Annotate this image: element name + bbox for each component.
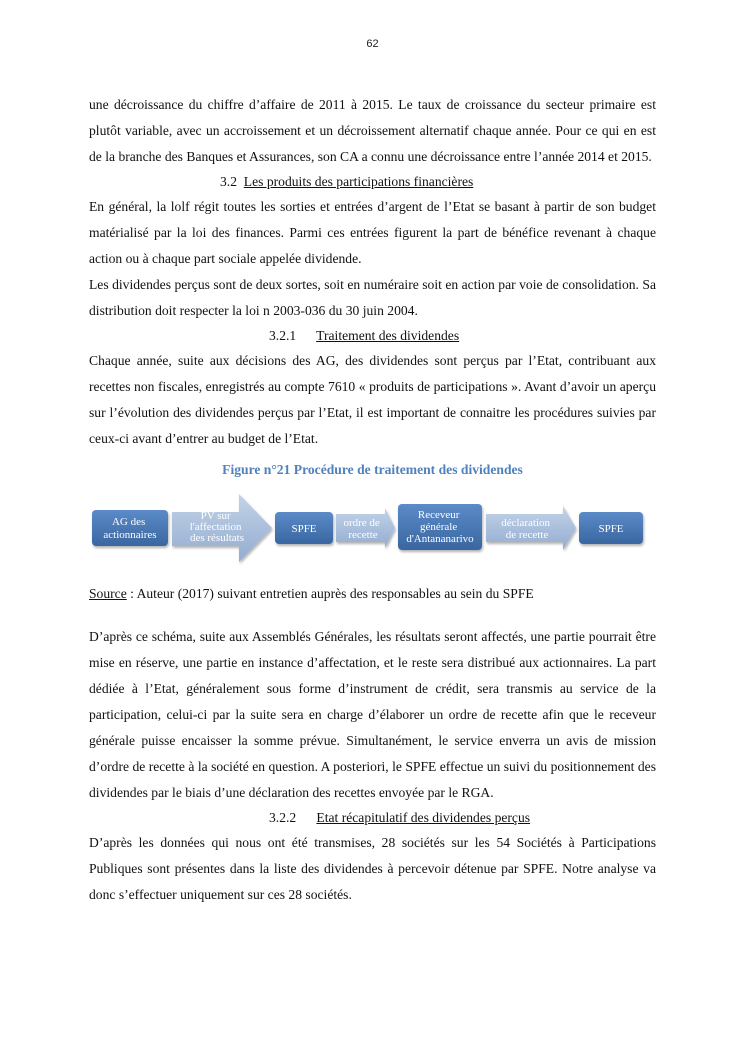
paragraph-lolf: En général, la lolf régit toutes les sorties et entrées d’argent de l’Etat se basant à partir de son budget matérialisé par la loi des finances. Parmi ces entrées figurent la part de bénéfice revenant à chaque action ou à chaque part sociale appelée dividende. — [89, 199, 656, 266]
paragraph-ca-evolution: une décroissance du chiffre d’affaire de 2011 à 2015. Le taux de croissance du secteur primaire est plutôt variable, avec un accroissement et un décroissement alternatif chaque année. Pour ce qui en est de la branche des Banques et Assurances, son CA a connu une décroissance entre l’année 2014 et 2015. — [89, 97, 656, 164]
node-label-line: actionnaires — [103, 529, 157, 541]
section-title: Traitement des dividendes — [316, 328, 460, 343]
paragraph-companies-analysis: D’après les données qui nous ont été transmises, 28 sociétés sur les 54 Sociétés à Participations Publiques sont présentes dans la liste des dividendes à percevoir détenue par SPFE. Notre analyse va donc s’effectuer uniquement sur ces 28 sociétés. — [89, 835, 656, 902]
node-label-line: recette — [348, 529, 378, 541]
node-label-line: des résultats — [189, 532, 245, 544]
node-receveur-generale — [398, 504, 482, 550]
node-label: SPFE — [598, 523, 624, 535]
section-number: 3.2 — [220, 174, 237, 189]
node-label-line: générale — [420, 521, 458, 533]
section-heading-3-2 — [89, 170, 656, 194]
node-ordre-recette — [336, 508, 395, 548]
node-spfe-1 — [275, 512, 333, 544]
node-label-line: déclaration — [501, 517, 551, 529]
node-label-line: PV sur — [200, 510, 231, 522]
section-title: Etat récapitulatif des dividendes perçus — [316, 810, 531, 825]
paragraph-schema-explanation: D’après ce schéma, suite aux Assemblés Générales, les résultats seront affectés, une partie pourrait être mise en réserve, une partie en instance d’affectation, et le reste sera distribué aux actionnaires. La part dédiée à l’Etat, généralement sous forme d’instrument de crédit, sera transmis au service de la participation, celui-ci par la suite sera en charge d’élaborer un ordre de recette afin que le receveur générale puisse encaisser la somme prévue. Simultanément, le service enverra un avis de mission d’ordre de recette à la société en question. A posteriori, le SPFE effectue un suivi du positionnement des dividendes par le biais d’une déclaration des recettes envoyée par le RGA. — [89, 629, 656, 800]
section-title: Les produits des participations financières — [243, 174, 474, 189]
section-number: 3.2.2 — [269, 810, 297, 825]
node-declaration-recette — [486, 506, 576, 550]
node-label-line: ordre de — [343, 517, 380, 529]
page-content — [89, 92, 656, 908]
section-heading-3-2-1 — [89, 324, 656, 348]
figure-caption: Figure n°21 Procédure de traitement des dividendes — [222, 462, 523, 477]
node-label-line: l'affectation — [189, 521, 242, 533]
source-text: : Auteur (2017) suivant entretien auprès des responsables au sein du SPFE — [126, 586, 534, 601]
procedure-diagram — [89, 490, 656, 570]
paragraph-dividend-types: Les dividendes perçus sont de deux sortes, soit en numéraire soit en action par voie de consolidation. Sa distribution doit respecter la loi n 2003-036 du 30 juin 2004. — [89, 277, 656, 318]
node-label-line: d'Antananarivo — [406, 533, 474, 545]
node-label — [343, 517, 382, 541]
node-spfe-2 — [579, 512, 643, 544]
section-number: 3.2.1 — [269, 328, 297, 343]
node-label-line: de recette — [505, 529, 549, 541]
node-label — [501, 517, 553, 541]
paragraph-dividend-procedure: Chaque année, suite aux décisions des AG, des dividendes sont perçus par l’Etat, contribuant aux recettes non fiscales, enregistrés au compte 7610 « produits de participations ». Avant d’avoir un aperçu sur l’évolution des dividendes perçus par l’Etat, il est important de connaitre les procédures suivies par ceux-ci avant d’entrer au budget de l’Etat. — [89, 353, 656, 446]
node-label-line: AG des — [111, 516, 146, 528]
node-ag-actionnaires — [92, 510, 168, 546]
source-label: Source — [89, 586, 127, 601]
node-pv-affectation — [172, 494, 272, 562]
page-number: 62 — [366, 38, 379, 50]
node-label: SPFE — [291, 523, 317, 535]
procedure-diagram-svg — [89, 490, 656, 570]
node-label-line: Receveur — [417, 509, 460, 521]
spacer — [89, 606, 656, 624]
figure-source — [89, 582, 656, 606]
section-heading-3-2-2 — [89, 806, 656, 830]
